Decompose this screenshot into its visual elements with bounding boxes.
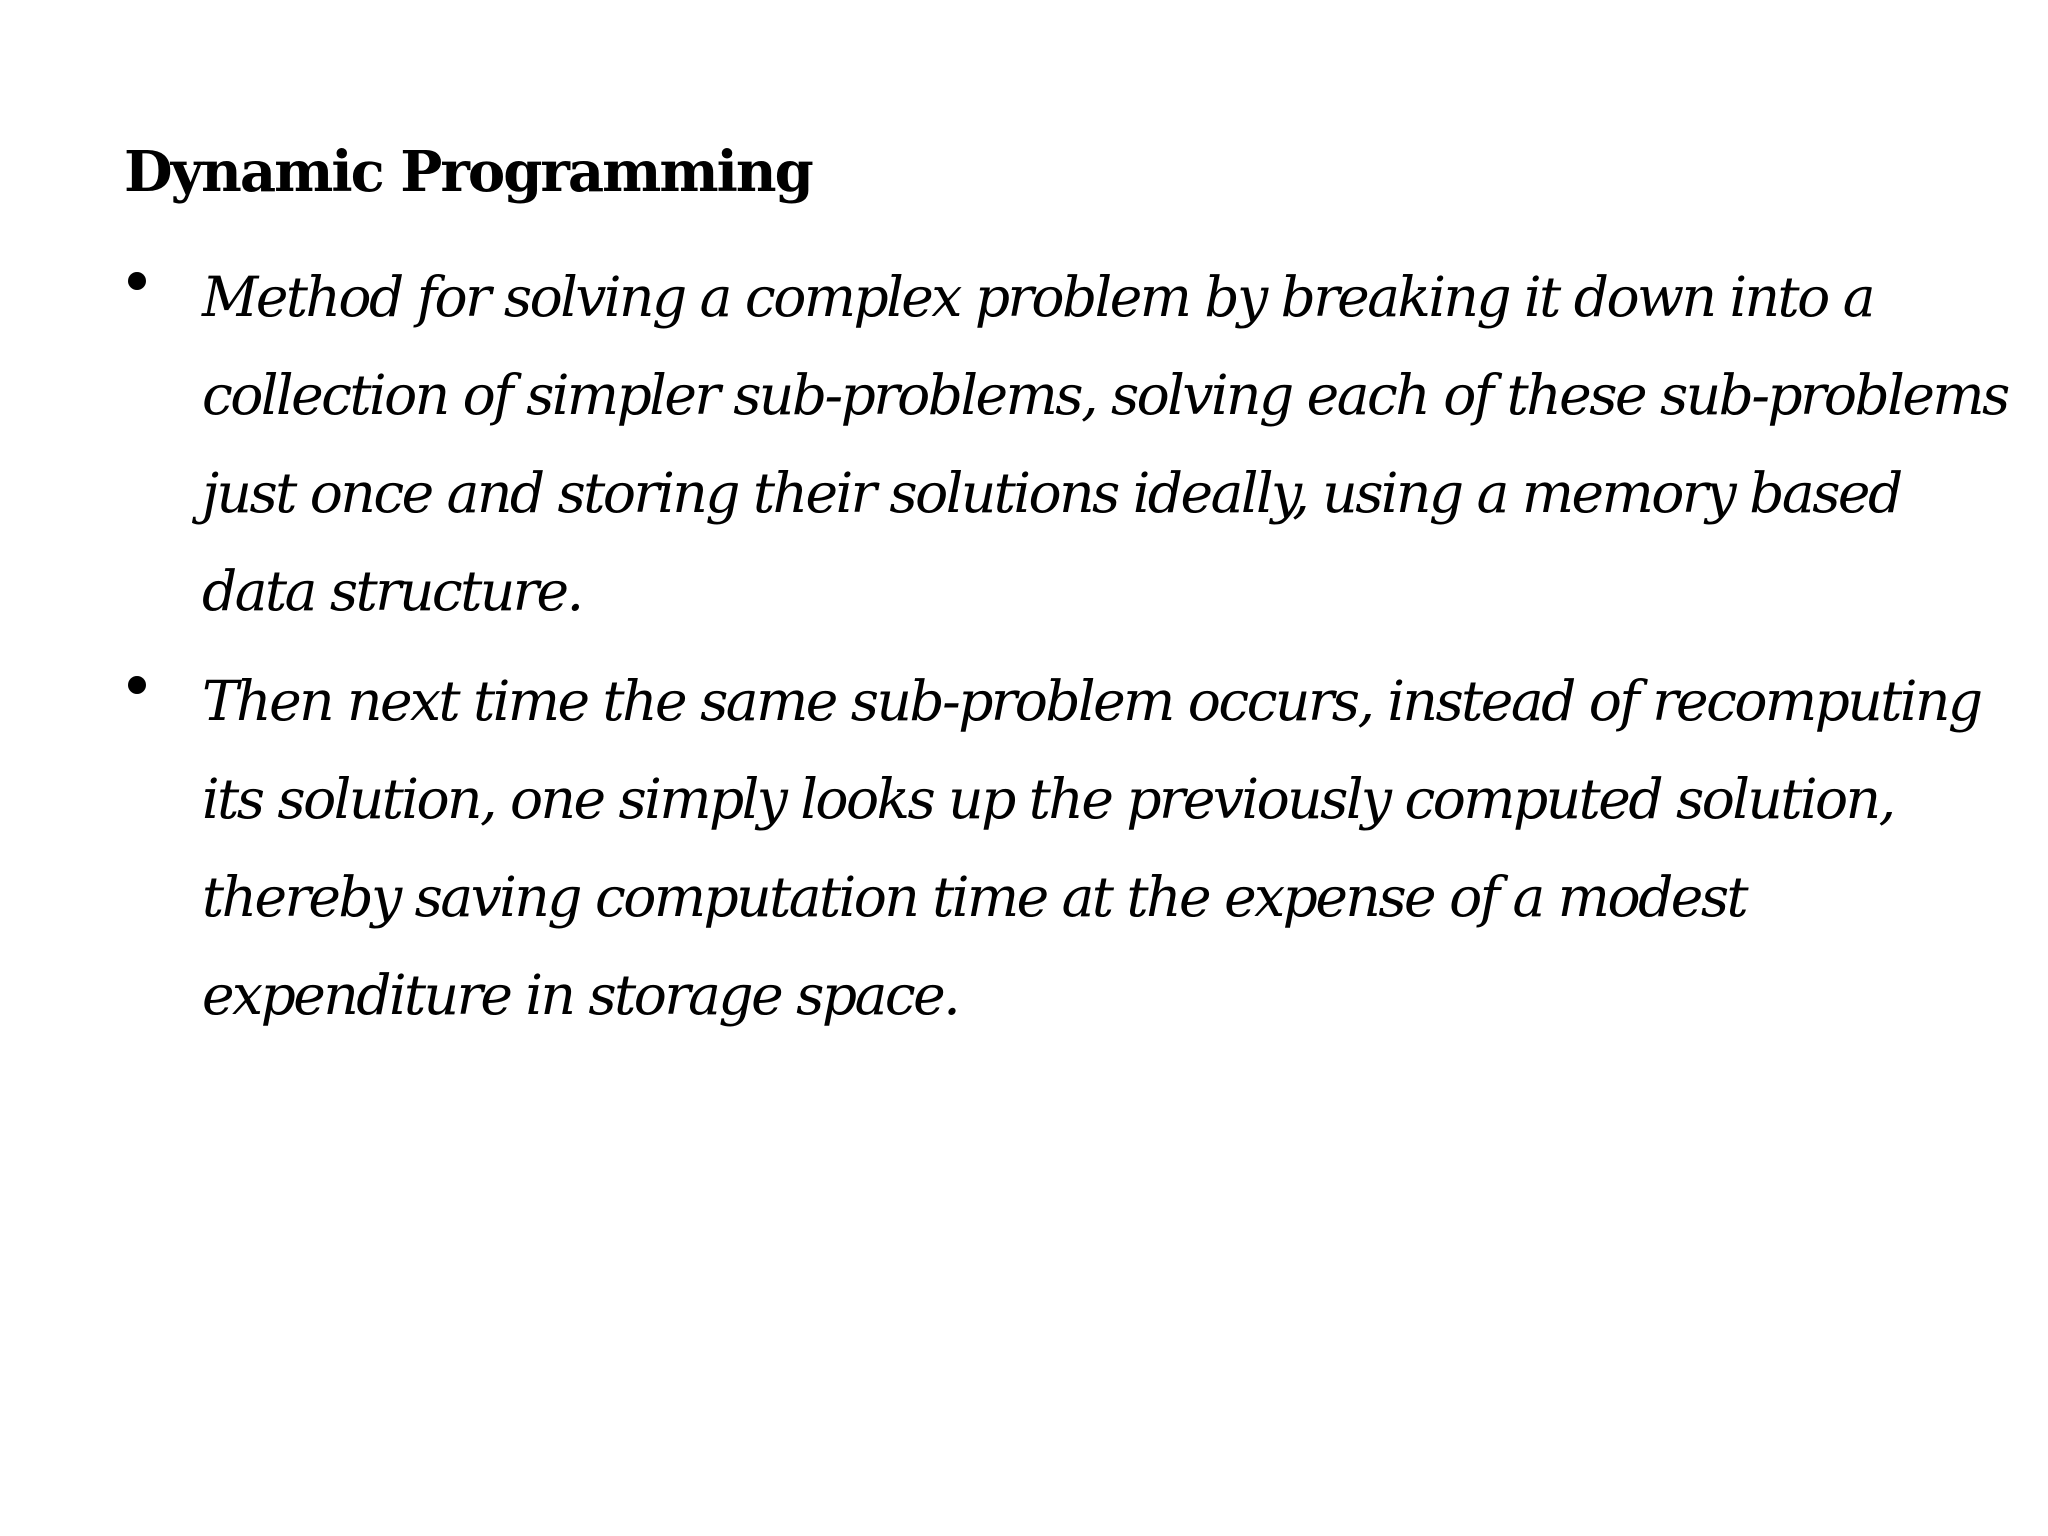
bullet-text-line: Then next time the same sub-problem occurs, instead of recomputing <box>202 669 1981 733</box>
bullet-text-line: Method for solving a complex problem by breaking it down into a <box>202 265 1874 329</box>
bullet-list <box>120 248 2008 1056</box>
bullet-text-line: data structure. <box>202 559 582 623</box>
bullet-text-line: its solution, one simply looks up the previously computed solution, <box>202 767 1894 831</box>
bullet-text-line: just once and storing their solutions ideally, using a memory based <box>202 461 1901 525</box>
bullet-item <box>120 652 1981 1044</box>
bullet-text-line: expenditure in storage space. <box>202 963 959 1027</box>
bullet-icon <box>128 676 146 694</box>
bullet-item <box>120 248 2008 640</box>
bullet-icon <box>128 272 146 290</box>
bullet-text-line: collection of simpler sub-problems, solving each of these sub-problems <box>202 363 2008 427</box>
bullet-text-line: thereby saving computation time at the expense of a modest <box>202 865 1747 929</box>
slide-title: Dynamic Programming <box>124 139 812 205</box>
